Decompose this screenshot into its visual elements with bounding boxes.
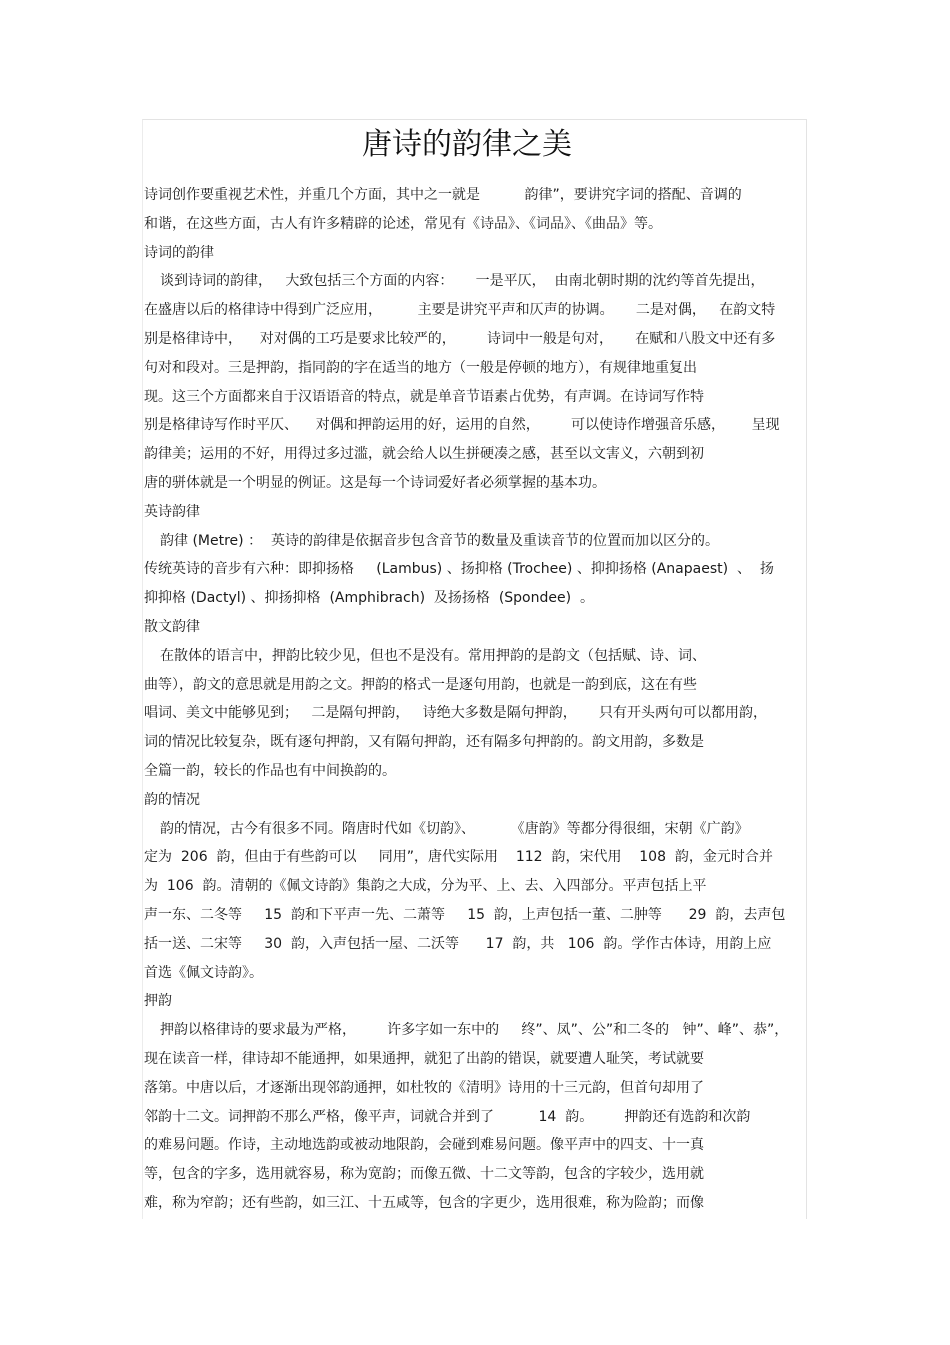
paragraph-line: 在散体的语言中，押韵比较少见，但也不是没有。常用押韵的是韵文（包括赋、诗、词、 <box>160 647 706 664</box>
paragraph-line: 别是格律诗中， 对对偶的工巧是要求比较严的， 诗词中一般是句对， 在赋和八股文中还有多 <box>144 331 776 347</box>
section-heading: 英诗韵律 <box>144 503 200 520</box>
paragraph-line: 曲等），韵文的意思就是用韵之文。押韵的格式一是逐句用韵，也就是一韵到底，这在有些 <box>144 676 697 693</box>
paragraph-line: 声一东、二冬等 15 韵和下平声一先、二萧等 15 韵，上声包括一董、二肿等 29 韵，去声包 <box>144 907 786 923</box>
paragraph-line: 句对和段对。三是押韵，指同韵的字在适当的地方（一般是停顿的地方），有规律地重复出 <box>144 359 697 376</box>
paragraph-line: 现在读音一样，律诗却不能通押，如果通押，就犯了出韵的错误，就要遭人耻笑，考试就要 <box>144 1051 704 1067</box>
paragraph-line: 唱词、美文中能够见到； 二是隔句押韵， 诗绝大多数是隔句押韵， 只有开头两句可以都用韵， <box>144 705 767 722</box>
paragraph-line: 传统英诗的音步有六种：即抑扬格 (Lambus) 、扬抑格 (Trochee) 、抑抑扬格 (Anapaest) 、 扬 <box>144 561 774 578</box>
paragraph-line: 和谐，在这些方面，古人有许多精辟的论述，常见有《诗品》、《词品》、《曲品》等。 <box>144 215 662 232</box>
section-heading: 散文韵律 <box>144 619 200 635</box>
paragraph-line: 等，包含的字多，选用就容易，称为宽韵；而像五微、十二文等韵，包含的字较少，选用就 <box>144 1166 704 1183</box>
paragraph-line: 韵的情况，古今有很多不同。隋唐时代如《切韵》、 《唐韵》等都分得很细，宋朝《广韵》 <box>160 820 749 837</box>
paragraph-line: 在盛唐以后的格律诗中得到广泛应用， 主要是讲究平声和仄声的协调。 二是对偶， 在韵文特 <box>144 302 776 319</box>
paragraph-line: 全篇一韵，较长的作品也有中间换韵的。 <box>144 763 396 779</box>
paragraph-line: 抑抑格 (Dactyl) 、抑扬抑格 (Amphibrach) 及扬扬格 (Spondee) 。 <box>144 590 594 607</box>
paragraph-line: 押韵以格律诗的要求最为严格， 许多字如一东中的 终”、凤”、公”和二冬的 钟”、峰”、恭”， <box>160 1022 789 1039</box>
paragraph-line: 诗词创作要重视艺术性，并重几个方面，其中之一就是 韵律”，要讲究字词的搭配、音调的 <box>144 187 742 203</box>
paragraph-line: 韵律 (Metre) ： 英诗的韵律是依据音步包含音节的数量及重读音节的位置而加以区分的。 <box>160 532 719 549</box>
paragraph-line: 的难易问题。作诗，主动地选韵或被动地限韵，会碰到难易问题。像平声中的四支、十一真 <box>144 1137 704 1154</box>
document-title: 唐诗的韵律之美 <box>362 127 572 162</box>
paragraph-line: 邻韵十二文。词押韵不那么严格，像平声，词就合并到了 14 韵。 押韵还有选韵和次韵 <box>144 1108 751 1125</box>
section-heading: 押韵 <box>144 993 172 1010</box>
paragraph-line: 为 106 韵。清朝的《佩文诗韵》集韵之大成，分为平、上、去、入四部分。平声包括上平 <box>144 878 707 895</box>
paragraph-line: 唐的骈体就是一个明显的例证。这是每一个诗词爱好者必须掌握的基本功。 <box>144 475 606 491</box>
paragraph-line: 现。这三个方面都来自于汉语语音的特点，就是单音节语素占优势，有声调。在诗词写作特 <box>144 388 704 405</box>
paragraph-line: 别是格律诗写作时平仄、 对偶和押韵运用的好，运用的自然， 可以使诗作增强音乐感， 呈现 <box>144 417 780 434</box>
section-heading: 韵的情况 <box>144 791 200 808</box>
paragraph-line: 词的情况比较复杂，既有逐句押韵，又有隔句押韵，还有隔多句押韵的。韵文用韵，多数是 <box>144 734 704 751</box>
paragraph-line: 落第。中唐以后，才逐渐出现邻韵通押，如杜牧的《清明》诗用的十三元韵，但首句却用了 <box>144 1079 704 1096</box>
paragraph-line: 定为 206 韵，但由于有些韵可以 同用”，唐代实际用 112 韵，宋代用 108 韵，金元时合并 <box>144 849 773 866</box>
paragraph-line: 括一送、二宋等 30 韵，入声包括一屋、二沃等 17 韵，共 106 韵。学作古体诗，用韵上应 <box>144 935 772 952</box>
paragraph-line: 首选《佩文诗韵》。 <box>144 964 263 981</box>
paragraph-line: 谈到诗词的韵律， 大致包括三个方面的内容： 一是平仄， 由南北朝时期的沈约等首先提出， <box>160 273 765 290</box>
section-heading: 诗词的韵律 <box>144 244 214 261</box>
paragraph-line: 难，称为窄韵；还有些韵，如三江、十五咸等，包含的字更少，选用很难，称为险韵；而像 <box>144 1195 704 1211</box>
paragraph-line: 韵律美；运用的不好，用得过多过滥，就会给人以生拼硬凑之感，甚至以文害义，六朝到初 <box>144 446 704 463</box>
